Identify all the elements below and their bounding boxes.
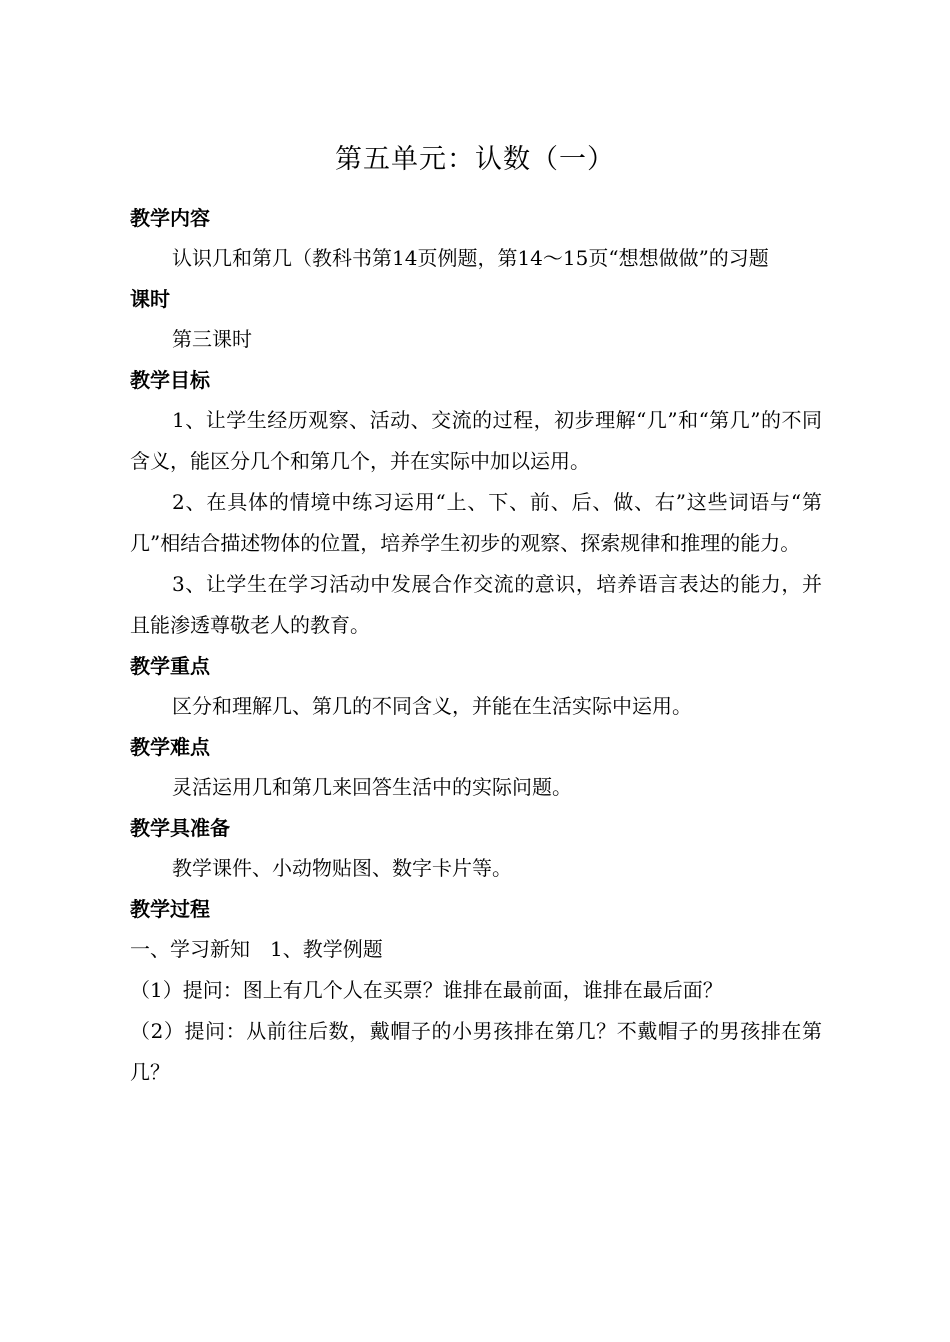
difficulties-text: 灵活运用几和第几来回答生活中的实际问题。 [172, 775, 572, 799]
heading-key-points: 教学重点 [130, 654, 210, 678]
key-points-text: 区分和理解几、第几的不同含义，并能在生活实际中运用。 [172, 694, 692, 718]
materials-text: 教学课件、小动物贴图、数字卡片等。 [172, 856, 512, 880]
process-line-3: （2）提问：从前往后数，戴帽子的小男孩排在第几？不戴帽子的男孩排在第几？ [130, 1019, 822, 1084]
heading-period: 课时 [130, 287, 170, 311]
heading-difficulties: 教学难点 [130, 735, 210, 759]
teaching-content-text: 认识几和第几（教科书第14页例题，第14～15页“想想做做”的习题 [172, 246, 769, 270]
process-line-2: （1）提问：图上有几个人在买票？谁排在最前面，谁排在最后面？ [130, 978, 723, 1002]
period-text: 第三课时 [172, 327, 252, 351]
heading-materials: 教学具准备 [130, 816, 230, 840]
process-line-1: 一、学习新知 1、教学例题 [130, 937, 383, 961]
heading-process: 教学过程 [130, 897, 210, 921]
goal-item-2: 2、在具体的情境中练习运用“上、下、前、后、做、右”这些词语与“第几”相结合描述物体的位置，培养学生初步的观察、探索规律和推理的能力。 [130, 490, 822, 555]
goal-item-3: 3、让学生在学习活动中发展合作交流的意识，培养语言表达的能力，并且能渗透尊敬老人的教育。 [130, 572, 822, 637]
page-title: 第五单元：认数（一） [335, 144, 615, 175]
lesson-plan-body [130, 198, 822, 1093]
heading-teaching-content: 教学内容 [130, 206, 210, 230]
goal-item-1: 1、让学生经历观察、活动、交流的过程，初步理解“几”和“第几”的不同含义，能区分几个和第几个，并在实际中加以运用。 [130, 408, 822, 473]
heading-goals: 教学目标 [130, 368, 210, 392]
